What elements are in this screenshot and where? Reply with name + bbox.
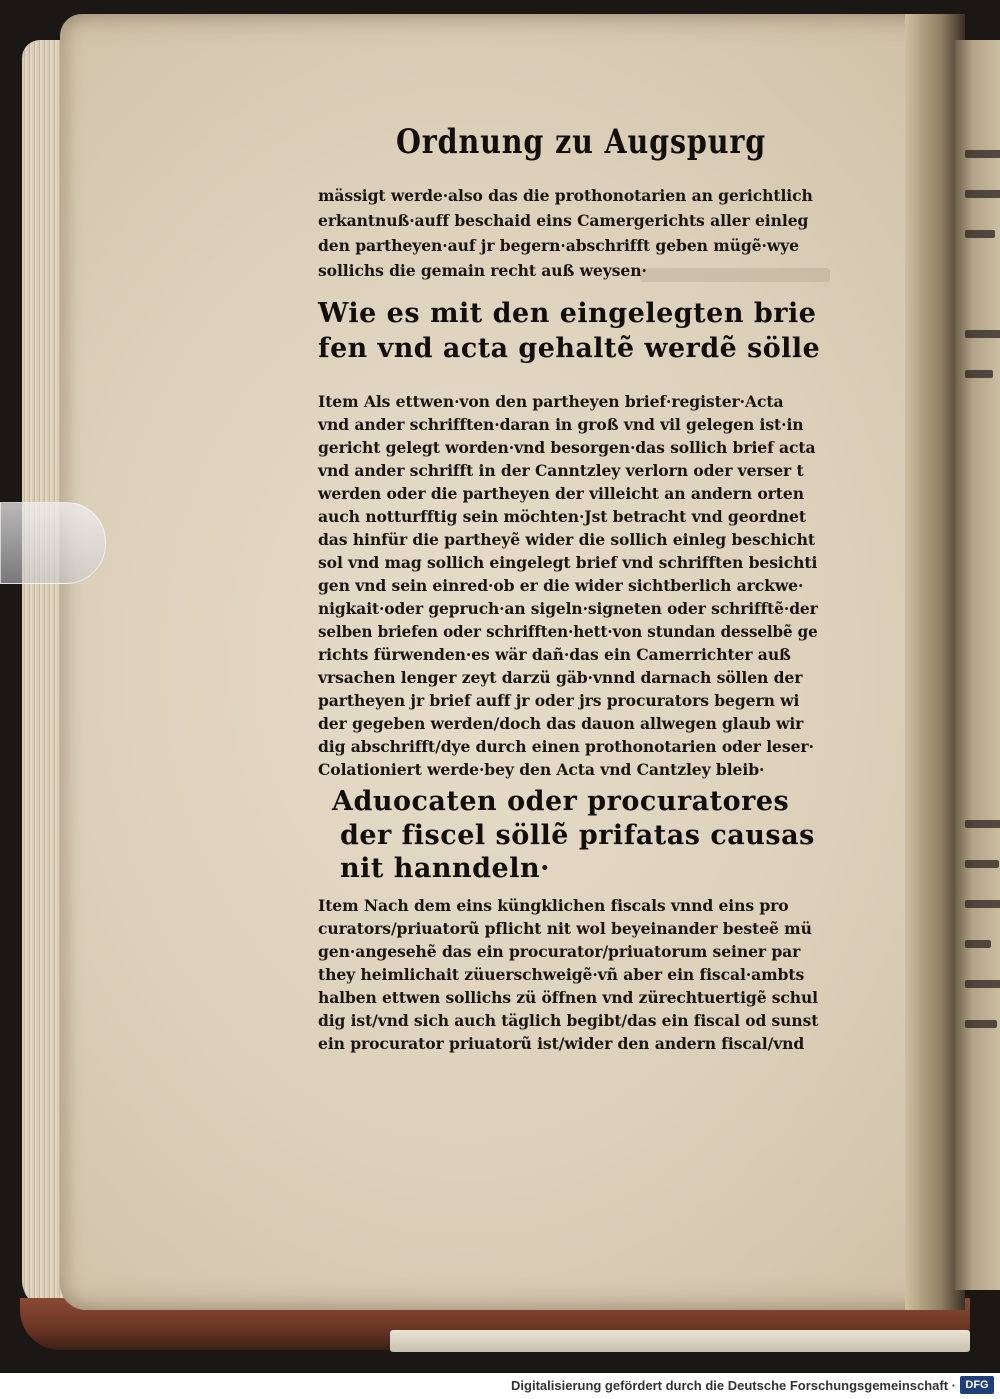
text-line: they heimlichait züuerschweigẽ·vñ aber ein fiscal·ambts (318, 965, 805, 984)
text-line: Item Als ettwen·von den partheyen brief·register·Acta (318, 392, 784, 411)
show-through (640, 268, 830, 282)
running-head: Ordnung zu Augspurg (396, 122, 767, 162)
text-line: vnd ander schrifften·daran in groß vnd vil gelegen ist·in (318, 415, 804, 434)
page-clip (0, 502, 106, 584)
text-line: Colationiert werde·bey den Acta vnd Cantzley bleib· (318, 760, 765, 779)
text-line: auch notturfftig sein möchten·Jst betracht vnd geordnet (318, 507, 806, 526)
section-heading: nit hanndeln· (340, 853, 550, 884)
text-line: dig ist/vnd sich auch täglich begibt/das ein fiscal od sunst (318, 1011, 819, 1030)
section-heading: fen vnd acta gehaltẽ werdẽ sölle (318, 333, 821, 364)
text-line: mässigt werde·also das die prothonotarien an gerichtlich (318, 186, 813, 205)
text-line: sol vnd mag sollich eingelegt brief vnd schrifften besichti (318, 553, 818, 572)
text-line: der gegeben werden/doch das dauon allwegen glaub wir (318, 714, 804, 733)
text-line: curators/priuatorũ pflicht nit wol beyeinander besteẽ mü (318, 919, 812, 938)
text-line: werden oder die partheyen der villeicht an andern orten (318, 484, 804, 503)
facing-page (955, 40, 1000, 1290)
text-line: Item Nach dem eins küngklichen fiscals vnnd eins pro (318, 896, 789, 915)
section-heading: Aduocaten oder procuratores (332, 786, 790, 817)
text-line: den partheyen·auf jr begern·abschrifft geben mügẽ·wye (318, 236, 799, 255)
text-line: sollichs die gemain recht auß weysen· (318, 261, 647, 280)
text-line: halben ettwen sollichs zü öffnen vnd zürechtuertigẽ schul (318, 988, 818, 1007)
text-line: richts fürwenden·es wär dañ·das ein Camerrichter auß (318, 645, 791, 664)
text-line: das hinfür die partheyẽ wider die sollich einleg beschicht (318, 530, 815, 549)
text-line: ein procurator priuatorũ ist/wider den andern fiscal/vnd (318, 1034, 805, 1053)
text-line: vrsachen lenger zeyt darzü gäb·vnnd darnach söllen der (318, 668, 803, 687)
text-line: partheyen jr brief auff jr oder jrs procurators begern wi (318, 691, 800, 710)
text-line: vnd ander schrifft in der Canntzley verlorn oder verser t (318, 461, 804, 480)
text-line: selben briefen oder schrifften·hett·von stundan desselbẽ ge (318, 622, 818, 641)
section-heading: der fiscel söllẽ prifatas causas (340, 820, 815, 851)
text-line: erkantnuß·auff beschaid eins Camergerichts aller einleg (318, 211, 809, 230)
text-line: gericht gelegt worden·vnd besorgen·das sollich brief acta (318, 438, 816, 457)
text-line: gen vnd sein einred·ob er die wider sichtberlich arckwe· (318, 576, 804, 595)
text-line: dig abschrifft/dye durch einen prothonotarien oder leser· (318, 737, 814, 756)
section-heading: Wie es mit den eingelegten brie (318, 298, 817, 329)
text-line: gen·angesehẽ das ein procurator/priuatorum seiner par (318, 942, 801, 961)
funding-credit: Digitalisierung gefördert durch die Deutsche Forschungsgemeinschaft · (511, 1378, 956, 1393)
dfg-logo: DFG (960, 1376, 994, 1394)
paper-strip (390, 1330, 970, 1352)
text-line: nigkait·oder gepruch·an sigeln·signeten oder schrifftẽ·der (318, 599, 818, 618)
